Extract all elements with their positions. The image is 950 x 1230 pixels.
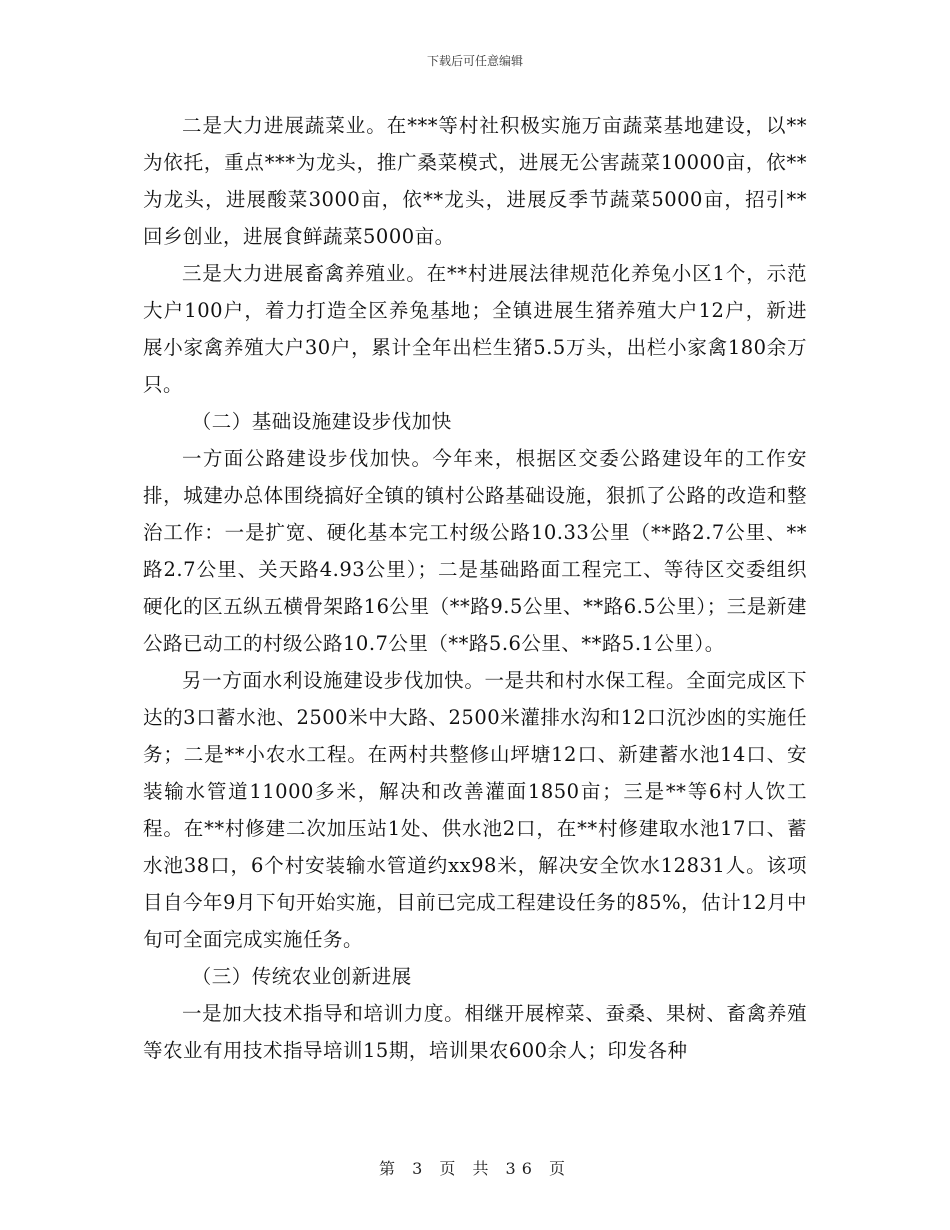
paragraph-vegetables: 二是大力进展蔬菜业。在***等村社积极实施万亩蔬菜基地建设，以**为依托，重点***为龙头，推广桑菜模式，进展无公害蔬菜10000亩，依**为龙头，进展酸菜3000亩，依**龙头，进展反季节蔬菜5000亩，招引**回乡创业，进展食鲜蔬菜5000亩。 bbox=[143, 114, 807, 248]
page-header: 下载后可任意编辑 bbox=[426, 54, 523, 68]
paragraph-training: 一是加大技术指导和培训力度。相继开展榨菜、蚕桑、果树、畜禽养殖等农业有用技术指导培训15期，培训果农600余人；印发各种 bbox=[143, 1002, 807, 1062]
paragraph-water: 另一方面水利设施建设步伐加快。一是共和村水保工程。全面完成区下达的3口蓄水池、2500米中大路、2500米灌排水沟和12口沉沙凼的实施任务；二是**小农水工程。在两村共整修山坪塘12口、新建蓄水池14口、安装输水管道11000多米，解决和改善灌面1850亩；三是**等6村人饮工程。在**村修建二次加压站1处、供水池2口，在**村修建取水池17口、蓄水池38口，6个村安装输水管道约xx98米，解决安全饮水12831人。该项目自今年9月下旬开始实施，目前已完成工程建设任务的85%，估计12月中旬可全面完成实施任务。 bbox=[143, 669, 807, 951]
paragraph-livestock: 三是大力进展畜禽养殖业。在**村进展法律规范化养兔小区1个，示范大户100户，着力打造全区养兔基地；全镇进展生猪养殖大户12户，新进展小家禽养殖大户30户，累计全年出栏生猪5.5万头，出栏小家禽180余万只。 bbox=[143, 262, 807, 396]
section-heading-agriculture: （三）传统农业创新进展 bbox=[191, 965, 412, 988]
paragraph-roads: 一方面公路建设步伐加快。今年来，根据区交委公路建设年的工作安排，城建办总体围绕搞好全镇的镇村公路基础设施，狠抓了公路的改造和整治工作：一是扩宽、硬化基本完工村级公路10.33公里（**路2.7公里、**路2.7公里、关天路4.93公里）；二是基础路面工程完工、等待区交委组织硬化的区五纵五横骨架路16公里（**路9.5公里、**路6.5公里）；三是新建公路已动工的村级公路10.7公里（**路5.6公里、**路5.1公里）。 bbox=[143, 447, 807, 655]
page-number-footer: 第 3 页 共 36 页 bbox=[379, 1159, 571, 1178]
document-body bbox=[143, 107, 807, 1069]
section-heading-infrastructure: （二）基础设施建设步伐加快 bbox=[191, 410, 452, 433]
